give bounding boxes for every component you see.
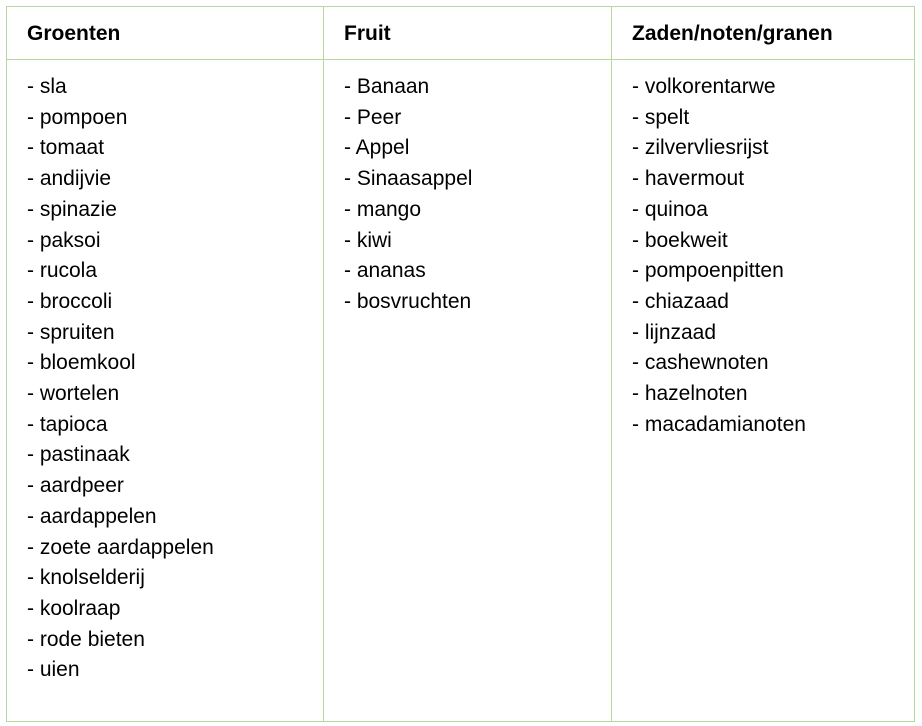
list-item: - spinazie	[27, 195, 323, 226]
list-item: - koolraap	[27, 594, 323, 625]
list-item: - andijvie	[27, 164, 323, 195]
list-item: - tomaat	[27, 133, 323, 164]
list-item: - knolselderij	[27, 563, 323, 594]
list-item: - Appel	[344, 133, 611, 164]
list-item: - boekweit	[632, 226, 914, 257]
list-item: - cashewnoten	[632, 348, 914, 379]
list-item: - bosvruchten	[344, 287, 611, 318]
column-header-groenten: Groenten	[27, 22, 121, 45]
list-item: - mango	[344, 195, 611, 226]
body-row	[7, 60, 915, 722]
list-item: - lijnzaad	[632, 318, 914, 349]
list-item: - Banaan	[344, 72, 611, 103]
list-item: - bloemkool	[27, 348, 323, 379]
list-item: - sla	[27, 72, 323, 103]
list-item: - aardappelen	[27, 502, 323, 533]
list-item: - quinoa	[632, 195, 914, 226]
list-item: - pompoen	[27, 103, 323, 134]
food-category-table	[6, 6, 915, 722]
list-item: - paksoi	[27, 226, 323, 257]
list-item: - kiwi	[344, 226, 611, 257]
list-item: - zoete aardappelen	[27, 533, 323, 564]
list-item: - aardpeer	[27, 471, 323, 502]
list-item: - chiazaad	[632, 287, 914, 318]
list-item: - pompoenpitten	[632, 256, 914, 287]
zaden-noten-granen-list	[612, 60, 914, 440]
list-item: - zilvervliesrijst	[632, 133, 914, 164]
list-item: - broccoli	[27, 287, 323, 318]
fruit-list	[324, 60, 611, 318]
list-item: - rucola	[27, 256, 323, 287]
list-item: - tapioca	[27, 410, 323, 441]
list-item: - Peer	[344, 103, 611, 134]
list-item: - havermout	[632, 164, 914, 195]
header-row	[7, 7, 915, 60]
list-item: - macadamianoten	[632, 410, 914, 441]
list-item: - uien	[27, 655, 323, 686]
body-cell-groenten	[7, 60, 324, 722]
header-cell-fruit	[324, 7, 612, 60]
list-item: - volkorentarwe	[632, 72, 914, 103]
list-item: - pastinaak	[27, 440, 323, 471]
list-item: - ananas	[344, 256, 611, 287]
groenten-list	[7, 60, 323, 686]
list-item: - wortelen	[27, 379, 323, 410]
column-header-zaden-noten-granen: Zaden/noten/granen	[632, 22, 833, 45]
list-item: - rode bieten	[27, 625, 323, 656]
column-header-fruit: Fruit	[344, 22, 391, 45]
body-cell-fruit	[324, 60, 612, 722]
list-item: - spelt	[632, 103, 914, 134]
list-item: - spruiten	[27, 318, 323, 349]
header-cell-zaden	[612, 7, 915, 60]
header-cell-groenten	[7, 7, 324, 60]
list-item: - Sinaasappel	[344, 164, 611, 195]
list-item: - hazelnoten	[632, 379, 914, 410]
body-cell-zaden	[612, 60, 915, 722]
